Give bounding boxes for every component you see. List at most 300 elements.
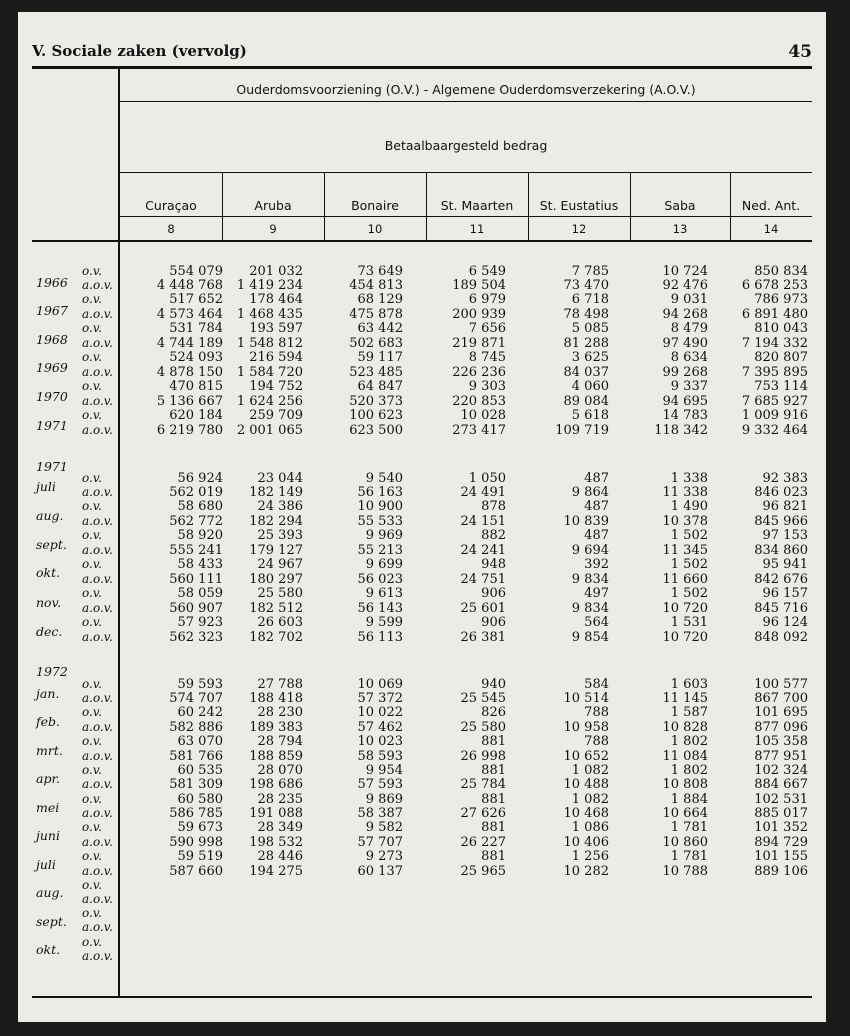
table-cell: 59 519: [177, 849, 223, 864]
table-cell: 487: [584, 528, 609, 543]
table-cell: 99 268: [662, 365, 708, 380]
table-cell: 59 593: [177, 677, 223, 692]
header-bottom-rule: [32, 240, 812, 242]
row-type-label: a.o.v.: [82, 572, 113, 586]
table-cell: 23 044: [257, 471, 303, 486]
table-cell: 560 111: [169, 572, 223, 587]
table-cell: 58 920: [177, 528, 223, 543]
column-number: 14: [763, 222, 779, 236]
table-cell: 56 023: [357, 572, 403, 587]
table-subtitle: Betaalbaargesteld bedrag: [384, 138, 548, 153]
table-cell: 60 580: [177, 792, 223, 807]
table-cell: 60 535: [177, 763, 223, 778]
row-type-label: a.o.v.: [82, 630, 113, 644]
table-cell: 180 297: [249, 572, 303, 587]
row-type-label: o.v.: [82, 528, 102, 542]
table-cell: 502 683: [349, 336, 403, 351]
table-cell: 560 907: [169, 601, 223, 616]
table-cell: 28 446: [257, 849, 303, 864]
table-cell: 191 088: [249, 806, 303, 821]
table-cell: 1 009 916: [741, 408, 808, 423]
period-label: 1971: [36, 418, 68, 433]
period-label: 1972: [36, 664, 68, 679]
table-cell: 10 788: [662, 864, 708, 879]
table-cell: 531 784: [169, 321, 223, 336]
row-type-label: o.v.: [82, 705, 102, 719]
table-cell: 97 490: [662, 336, 708, 351]
table-cell: 92 383: [762, 471, 808, 486]
table-cell: 753 114: [754, 379, 808, 394]
table-cell: 8 479: [670, 321, 708, 336]
table-cell: 392: [584, 557, 609, 572]
table-cell: 96 157: [762, 586, 808, 601]
table-cell: 877 951: [754, 749, 808, 764]
table-cell: 475 878: [349, 307, 403, 322]
table-cell: 28 235: [257, 792, 303, 807]
column-number: 8: [167, 222, 175, 236]
table-cell: 9 864: [571, 485, 609, 500]
table-cell: 820 807: [754, 350, 808, 365]
table-cell: 28 230: [257, 705, 303, 720]
period-label: 1971: [36, 459, 68, 474]
table-cell: 581 766: [169, 749, 223, 764]
table-cell: 56 143: [357, 601, 403, 616]
document-page: [18, 12, 826, 1022]
table-cell: 10 839: [563, 514, 609, 529]
row-type-label: o.v.: [82, 677, 102, 691]
table-cell: 216 594: [249, 350, 303, 365]
column-header: Curaçao: [145, 197, 197, 213]
table-cell: 58 680: [177, 499, 223, 514]
column-number: 13: [672, 222, 688, 236]
table-cell: 102 531: [754, 792, 808, 807]
table-cell: 1 082: [571, 792, 609, 807]
table-cell: 9 969: [365, 528, 403, 543]
table-cell: 10 282: [563, 864, 609, 879]
table-cell: 4 573 464: [156, 307, 223, 322]
table-cell: 562 323: [169, 630, 223, 645]
table-cell: 26 603: [257, 615, 303, 630]
table-cell: 198 532: [249, 835, 303, 850]
table-cell: 59 117: [357, 350, 403, 365]
table-cell: 10 488: [563, 777, 609, 792]
page-number: 45: [788, 42, 812, 62]
row-type-label: o.v.: [82, 935, 102, 949]
table-cell: 89 084: [563, 394, 609, 409]
table-cell: 8 745: [468, 350, 506, 365]
row-type-label: o.v.: [82, 499, 102, 513]
table-cell: 1 584 720: [236, 365, 303, 380]
period-label: juli: [36, 857, 56, 872]
table-cell: 95 941: [762, 557, 808, 572]
table-cell: 881: [481, 792, 506, 807]
table-cell: 58 433: [177, 557, 223, 572]
table-cell: 881: [481, 820, 506, 835]
table-cell: 10 720: [662, 630, 708, 645]
row-type-label: a.o.v.: [82, 394, 113, 408]
table-cell: 881: [481, 734, 506, 749]
table-cell: 1 256: [571, 849, 609, 864]
table-cell: 96 821: [762, 499, 808, 514]
table-cell: 906: [481, 586, 506, 601]
table-cell: 562 772: [169, 514, 223, 529]
table-cell: 1 802: [670, 734, 708, 749]
table-cell: 574 707: [169, 691, 223, 706]
table-cell: 64 847: [357, 379, 403, 394]
table-cell: 10 724: [662, 264, 708, 279]
table-cell: 826: [481, 705, 506, 720]
table-cell: 555 241: [169, 543, 223, 558]
table-cell: 881: [481, 763, 506, 778]
table-cell: 101 155: [754, 849, 808, 864]
table-cell: 189 383: [249, 720, 303, 735]
table-cell: 846 023: [754, 485, 808, 500]
table-cell: 1 603: [670, 677, 708, 692]
table-cell: 881: [481, 849, 506, 864]
row-type-label: a.o.v.: [82, 835, 113, 849]
table-cell: 259 709: [249, 408, 303, 423]
table-cell: 1 419 234: [236, 278, 303, 293]
period-label: mei: [36, 800, 60, 815]
table-cell: 948: [481, 557, 506, 572]
table-cell: 6 891 480: [741, 307, 808, 322]
table-cell: 182 512: [249, 601, 303, 616]
column-header: Bonaire: [351, 197, 399, 213]
table-cell: 27 788: [257, 677, 303, 692]
table-cell: 63 442: [357, 321, 403, 336]
table-cell: 57 593: [357, 777, 403, 792]
table-cell: 26 381: [460, 630, 506, 645]
row-type-label: o.v.: [82, 906, 102, 920]
table-cell: 226 236: [452, 365, 506, 380]
table-cell: 834 860: [754, 543, 808, 558]
table-cell: 84 037: [563, 365, 609, 380]
table-cell: 1 502: [670, 586, 708, 601]
row-type-label: a.o.v.: [82, 601, 113, 615]
table-cell: 940: [481, 677, 506, 692]
row-type-label: a.o.v.: [82, 278, 113, 292]
column-number: 12: [571, 222, 587, 236]
table-cell: 554 079: [169, 264, 223, 279]
table-cell: 884 667: [754, 777, 808, 792]
row-type-label: a.o.v.: [82, 864, 113, 878]
table-cell: 63 070: [177, 734, 223, 749]
period-label: sept.: [36, 914, 67, 929]
table-cell: 1 338: [670, 471, 708, 486]
table-cell: 1 086: [571, 820, 609, 835]
table-cell: 188 418: [249, 691, 303, 706]
table-cell: 1 781: [670, 820, 708, 835]
table-cell: 24 967: [257, 557, 303, 572]
table-cell: 788: [584, 705, 609, 720]
table-cell: 57 923: [177, 615, 223, 630]
table-cell: 24 751: [460, 572, 506, 587]
table-cell: 24 241: [460, 543, 506, 558]
table-cell: 10 958: [563, 720, 609, 735]
table-cell: 10 828: [662, 720, 708, 735]
column-number: 10: [367, 222, 383, 236]
row-type-label: a.o.v.: [82, 691, 113, 705]
table-cell: 6 718: [571, 292, 609, 307]
table-cell: 55 533: [357, 514, 403, 529]
table-cell: 9 834: [571, 572, 609, 587]
row-type-label: o.v.: [82, 792, 102, 806]
table-cell: 7 656: [468, 321, 506, 336]
row-type-label: a.o.v.: [82, 806, 113, 820]
table-cell: 10 808: [662, 777, 708, 792]
table-cell: 6 549: [468, 264, 506, 279]
table-cell: 620 184: [169, 408, 223, 423]
table-cell: 24 386: [257, 499, 303, 514]
table-cell: 5 136 667: [156, 394, 223, 409]
period-label: 1967: [36, 303, 68, 318]
table-cell: 58 593: [357, 749, 403, 764]
table-cell: 101 352: [754, 820, 808, 835]
table-cell: 55 213: [357, 543, 403, 558]
row-type-label: o.v.: [82, 557, 102, 571]
table-cell: 10 860: [662, 835, 708, 850]
period-label: okt.: [36, 565, 61, 580]
table-cell: 845 716: [754, 601, 808, 616]
top-rule: [32, 66, 812, 69]
table-cell: 564: [584, 615, 609, 630]
table-title: Ouderdomsvoorziening (O.V.) - Algemene Ouderdomsverzekering (A.O.V.): [236, 82, 696, 97]
table-cell: 9 954: [365, 763, 403, 778]
table-cell: 25 545: [460, 691, 506, 706]
table-cell: 497: [584, 586, 609, 601]
row-type-label: o.v.: [82, 379, 102, 393]
row-type-label: a.o.v.: [82, 514, 113, 528]
table-cell: 201 032: [249, 264, 303, 279]
table-cell: 96 124: [762, 615, 808, 630]
table-cell: 1 781: [670, 849, 708, 864]
table-cell: 5 085: [571, 321, 609, 336]
table-cell: 9 869: [365, 792, 403, 807]
table-cell: 1 490: [670, 499, 708, 514]
table-cell: 10 652: [563, 749, 609, 764]
period-label: mrt.: [36, 743, 63, 758]
table-cell: 562 019: [169, 485, 223, 500]
table-cell: 517 652: [169, 292, 223, 307]
table-cell: 25 965: [460, 864, 506, 879]
table-cell: 182 149: [249, 485, 303, 500]
table-cell: 7 785: [571, 264, 609, 279]
table-cell: 11 338: [662, 485, 708, 500]
table-cell: 523 485: [349, 365, 403, 380]
table-cell: 7 194 332: [741, 336, 808, 351]
table-cell: 97 153: [762, 528, 808, 543]
table-cell: 9 540: [365, 471, 403, 486]
row-type-label: a.o.v.: [82, 920, 113, 934]
table-cell: 10 900: [357, 499, 403, 514]
column-header: St. Maarten: [440, 197, 514, 213]
row-type-label: o.v.: [82, 321, 102, 335]
table-cell: 9 694: [571, 543, 609, 558]
table-cell: 584: [584, 677, 609, 692]
table-cell: 6 219 780: [156, 423, 223, 438]
table-cell: 1 587: [670, 705, 708, 720]
table-cell: 194 275: [249, 864, 303, 879]
row-type-label: o.v.: [82, 849, 102, 863]
table-cell: 57 372: [357, 691, 403, 706]
table-cell: 470 815: [169, 379, 223, 394]
table-cell: 68 129: [357, 292, 403, 307]
table-cell: 56 924: [177, 471, 223, 486]
table-cell: 9 699: [365, 557, 403, 572]
table-cell: 58 387: [357, 806, 403, 821]
table-cell: 2 001 065: [236, 423, 303, 438]
table-cell: 7 685 927: [741, 394, 808, 409]
table-cell: 200 939: [452, 307, 506, 322]
table-cell: 842 676: [754, 572, 808, 587]
table-cell: 894 729: [754, 835, 808, 850]
period-label: 1966: [36, 275, 68, 290]
table-cell: 524 093: [169, 350, 223, 365]
column-header: Ned. Ant.: [741, 197, 801, 213]
row-type-label: o.v.: [82, 292, 102, 306]
bottom-rule: [32, 996, 812, 998]
table-cell: 6 678 253: [741, 278, 808, 293]
table-cell: 850 834: [754, 264, 808, 279]
table-cell: 1 802: [670, 763, 708, 778]
table-cell: 9 273: [365, 849, 403, 864]
table-cell: 94 695: [662, 394, 708, 409]
row-type-label: o.v.: [82, 878, 102, 892]
row-type-label: o.v.: [82, 763, 102, 777]
table-cell: 4 878 150: [156, 365, 223, 380]
column-number: 11: [469, 222, 485, 236]
table-cell: 1 468 435: [236, 307, 303, 322]
table-cell: 520 373: [349, 394, 403, 409]
row-type-label: o.v.: [82, 615, 102, 629]
table-cell: 10 468: [563, 806, 609, 821]
table-cell: 105 358: [754, 734, 808, 749]
period-label: feb.: [36, 714, 60, 729]
table-cell: 59 673: [177, 820, 223, 835]
table-cell: 10 406: [563, 835, 609, 850]
table-cell: 882: [481, 528, 506, 543]
table-cell: 1 548 812: [236, 336, 303, 351]
table-cell: 28 349: [257, 820, 303, 835]
table-cell: 193 597: [249, 321, 303, 336]
table-cell: 4 744 189: [156, 336, 223, 351]
table-cell: 25 580: [257, 586, 303, 601]
table-cell: 182 702: [249, 630, 303, 645]
table-cell: 25 784: [460, 777, 506, 792]
row-type-label: a.o.v.: [82, 307, 113, 321]
table-cell: 4 448 768: [156, 278, 223, 293]
table-cell: 101 695: [754, 705, 808, 720]
table-cell: 4 060: [571, 379, 609, 394]
table-cell: 198 686: [249, 777, 303, 792]
row-type-label: o.v.: [82, 350, 102, 364]
table-cell: 73 649: [357, 264, 403, 279]
table-cell: 878: [481, 499, 506, 514]
table-cell: 10 514: [563, 691, 609, 706]
period-label: juli: [36, 479, 56, 494]
period-label: 1970: [36, 389, 68, 404]
table-cell: 889 106: [754, 864, 808, 879]
table-cell: 188 859: [249, 749, 303, 764]
table-cell: 1 624 256: [236, 394, 303, 409]
table-cell: 26 227: [460, 835, 506, 850]
table-cell: 581 309: [169, 777, 223, 792]
table-cell: 623 500: [349, 423, 403, 438]
period-label: aug.: [36, 508, 64, 523]
row-type-label: a.o.v.: [82, 749, 113, 763]
table-cell: 10 022: [357, 705, 403, 720]
table-cell: 1 082: [571, 763, 609, 778]
row-type-label: a.o.v.: [82, 365, 113, 379]
period-label: jan.: [36, 686, 60, 701]
table-cell: 24 491: [460, 485, 506, 500]
table-cell: 487: [584, 471, 609, 486]
period-label: sept.: [36, 537, 67, 552]
table-cell: 9 332 464: [741, 423, 808, 438]
table-cell: 25 601: [460, 601, 506, 616]
table-cell: 845 966: [754, 514, 808, 529]
period-label: 1969: [36, 360, 68, 375]
column-header: Saba: [664, 197, 696, 213]
row-type-label: a.o.v.: [82, 423, 113, 437]
table-cell: 25 580: [460, 720, 506, 735]
table-cell: 24 151: [460, 514, 506, 529]
table-cell: 454 813: [349, 278, 403, 293]
table-cell: 58 059: [177, 586, 223, 601]
column-header: Aruba: [254, 197, 292, 213]
period-label: juni: [36, 828, 60, 843]
table-cell: 273 417: [452, 423, 506, 438]
table-cell: 179 127: [249, 543, 303, 558]
table-cell: 27 626: [460, 806, 506, 821]
table-cell: 9 337: [670, 379, 708, 394]
table-cell: 10 069: [357, 677, 403, 692]
period-label: aug.: [36, 885, 64, 900]
table-cell: 81 288: [563, 336, 609, 351]
table-cell: 9 599: [365, 615, 403, 630]
table-cell: 10 720: [662, 601, 708, 616]
table-cell: 11 084: [662, 749, 708, 764]
table-cell: 189 504: [452, 278, 506, 293]
table-cell: 178 464: [249, 292, 303, 307]
column-number: 9: [269, 222, 277, 236]
table-cell: 587 660: [169, 864, 223, 879]
table-cell: 10 023: [357, 734, 403, 749]
table-cell: 26 998: [460, 749, 506, 764]
section-title: V. Sociale zaken (vervolg): [32, 42, 247, 60]
title-rule: [120, 101, 812, 102]
table-cell: 28 070: [257, 763, 303, 778]
table-cell: 94 268: [662, 307, 708, 322]
table-cell: 60 242: [177, 705, 223, 720]
table-cell: 487: [584, 499, 609, 514]
table-cell: 60 137: [357, 864, 403, 879]
table-cell: 57 707: [357, 835, 403, 850]
table-cell: 100 623: [349, 408, 403, 423]
table-cell: 586 785: [169, 806, 223, 821]
row-type-label: o.v.: [82, 820, 102, 834]
period-label: 1968: [36, 332, 68, 347]
table-cell: 219 871: [452, 336, 506, 351]
table-cell: 906: [481, 615, 506, 630]
table-cell: 810 043: [754, 321, 808, 336]
table-cell: 9 582: [365, 820, 403, 835]
period-label: apr.: [36, 771, 61, 786]
table-cell: 6 979: [468, 292, 506, 307]
table-cell: 9 303: [468, 379, 506, 394]
table-cell: 9 834: [571, 601, 609, 616]
table-cell: 867 700: [754, 691, 808, 706]
